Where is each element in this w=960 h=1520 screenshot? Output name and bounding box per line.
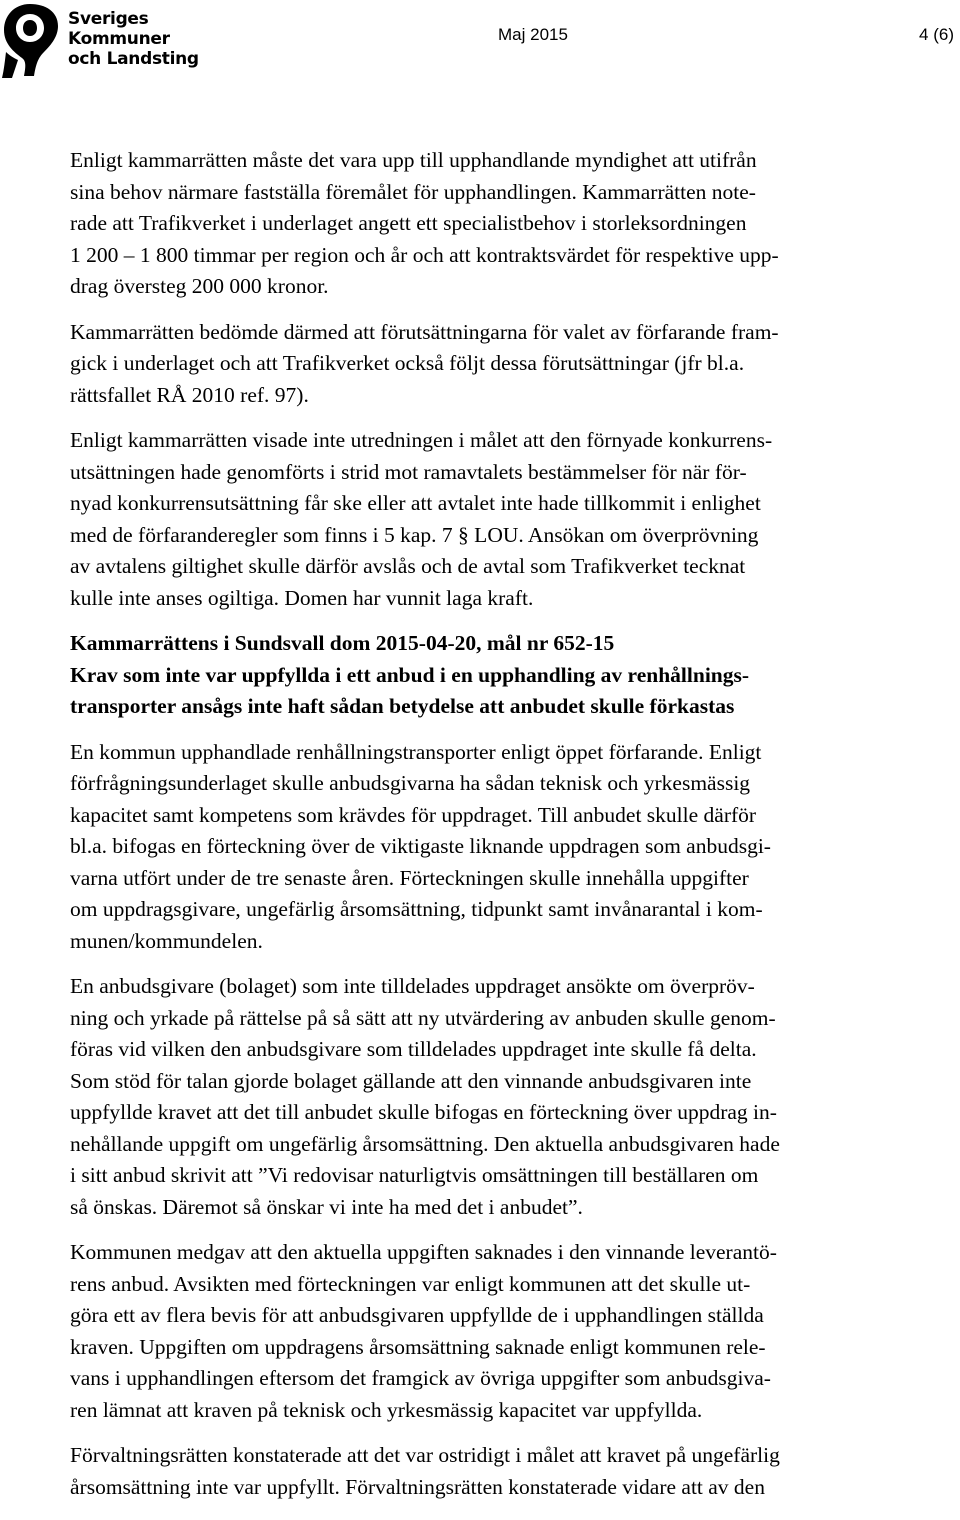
- text-line: nyad konkurrensutsättning får ske eller att avtalet inte hade tillkommit i enlighet: [70, 491, 761, 515]
- text-line: gick i underlaget och att Trafikverket också följt dessa förutsättningar (jfr bl.a.: [70, 351, 745, 375]
- text-line: årsomsättning inte var uppfyllt. Förvaltningsrätten konstaterade vidare att av den: [70, 1474, 765, 1499]
- text-line: ren lämnat att kraven på teknisk och yrkesmässig kapacitet var uppfyllda.: [70, 1397, 703, 1422]
- header-date: Maj 2015: [498, 25, 568, 44]
- header-page-number: 4 (6): [919, 25, 954, 44]
- logo-line-3: och Landsting: [68, 49, 199, 69]
- text-line: förfrågningsunderlaget skulle anbudsgivarna ha sådan teknisk och yrkesmässig: [70, 771, 751, 795]
- text-line: munen/kommundelen.: [70, 928, 263, 953]
- body-paragraph-2: [70, 317, 928, 412]
- body-paragraph-1: [70, 145, 928, 303]
- text-line: i sitt anbud skrivit att ”Vi redovisar naturligtvis omsättningen till beställaren om: [70, 1163, 759, 1187]
- case-paragraph-2: [70, 971, 928, 1223]
- text-line: En anbudsgivare (bolaget) som inte tilldelades uppdraget ansökte om överpröv-: [70, 974, 755, 998]
- logo-line-2: Kommuner: [68, 29, 170, 49]
- text-line: transporter ansågs inte haft sådan betydelse att anbudet skulle förkastas: [70, 694, 735, 718]
- text-line: rade att Trafikverket i underlaget angett ett specialistbehov i storleksordningen: [70, 211, 747, 235]
- text-line: bl.a. bifogas en förteckning över de viktigaste liknande uppdragen som anbudsgi-: [70, 834, 771, 858]
- text-line: Förvaltningsrätten konstaterade att det var ostridigt i målet att kravet på ungefärlig: [70, 1443, 780, 1467]
- text-line: vans i upphandlingen eftersom det framgick av övriga uppgifter som anbudsgiva-: [70, 1366, 771, 1390]
- text-line: kraven. Uppgiften om uppdragens årsomsättning saknade enligt kommunen rele-: [70, 1334, 766, 1359]
- document-body: [70, 145, 928, 1517]
- case-paragraph-1: [70, 737, 928, 958]
- case-heading: Kammarrättens i Sundsvall dom 2015-04-20, mål nr 652-15: [70, 631, 615, 655]
- text-line: Krav som inte var uppfyllda i ett anbud i en upphandling av renhållnings-: [70, 662, 750, 687]
- text-line: föras vid vilken den anbudsgivare som tilldelades uppdraget inte skulle få delta.: [70, 1037, 757, 1061]
- text-line: En kommun upphandlade renhållningstransporter enligt öppet förfarande. Enligt: [70, 739, 762, 764]
- text-line: så önskas. Däremot så önskar vi inte ha med det i anbudet”.: [70, 1194, 583, 1219]
- text-line: Kammarrätten bedömde därmed att förutsättningarna för valet av förfarande fram-: [70, 319, 779, 344]
- text-line: Enligt kammarrätten måste det vara upp till upphandlande myndighet att utifrån: [70, 148, 757, 172]
- text-line: med de förfaranderegler som finns i 5 kap. 7 § LOU. Ansökan om överprövning: [70, 522, 759, 547]
- text-line: utsättningen hade genomförts i strid mot ramavtalets bestämmelser för när för-: [70, 459, 747, 484]
- case-paragraph-4: [70, 1440, 928, 1503]
- text-line: sina behov närmare fastställa föremålet för upphandlingen. Kammarrätten note-: [70, 179, 756, 204]
- text-line: nehållande uppgift om ungefärlig årsomsättning. Den aktuella anbudsgivaren hade: [70, 1131, 780, 1156]
- organization-logo: [0, 0, 200, 80]
- body-paragraph-3: [70, 425, 928, 614]
- logo-wordmark: [68, 9, 199, 69]
- text-line: drag översteg 200 000 kronor.: [70, 274, 329, 298]
- text-line: Enligt kammarrätten visade inte utredningen i målet att den förnyade konkurrens-: [70, 428, 773, 452]
- text-line: 1 200 – 1 800 timmar per region och år och att kontraktsvärdet för respektive upp-: [70, 242, 779, 267]
- text-line: ning och yrkade på rättelse på så sätt att ny utvärdering av anbuden skulle genom-: [70, 1005, 776, 1030]
- text-line: rens anbud. Avsikten med förteckningen var enligt kommunen att det skulle ut-: [70, 1271, 751, 1296]
- text-line: kapacitet samt kompetens som krävdes för uppdraget. Till anbudet skulle därför: [70, 802, 757, 827]
- text-line: Kommunen medgav att den aktuella uppgiften saknades i den vinnande leverantö-: [70, 1240, 777, 1264]
- text-line: Som stöd för talan gjorde bolaget gällande att den vinnande anbudsgivaren inte: [70, 1068, 752, 1093]
- text-line: rättsfallet RÅ 2010 ref. 97).: [70, 382, 309, 407]
- text-line: kulle inte anses ogiltiga. Domen har vunnit laga kraft.: [70, 585, 534, 610]
- skl-logo-icon: [0, 0, 62, 80]
- text-line: göra ett av flera bevis för att anbudsgivaren uppfyllde de i upphandlingen ställda: [70, 1303, 764, 1327]
- case-subheading: [70, 660, 928, 723]
- text-line: av avtalens giltighet skulle därför avslås och de avtal som Trafikverket tecknat: [70, 554, 746, 578]
- page-header: [0, 0, 960, 80]
- text-line: om uppdragsgivare, ungefärlig årsomsättning, tidpunkt samt invånarantal i kom-: [70, 897, 763, 921]
- case-paragraph-3: [70, 1237, 928, 1426]
- text-line: varna utfört under de tre senaste åren. Förteckningen skulle innehålla uppgifter: [70, 865, 749, 890]
- text-line: uppfyllde kravet att det till anbudet skulle bifogas en förteckning över uppdrag in-: [70, 1100, 777, 1124]
- logo-line-1: Sveriges: [68, 9, 149, 29]
